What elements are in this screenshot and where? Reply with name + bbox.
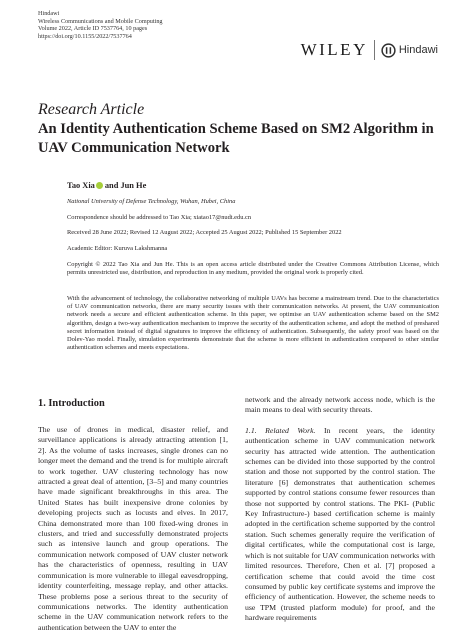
author-name-second[interactable]: and Jun He [104,181,147,190]
intro-paragraph: The use of drones in medical, disaster relief, and surveillance applications is already attracting attention [1, 2]. As the volume of tasks increases, single drones can no longer meet the demand and the trend is for multiple aircraft to work together. UAV clustering technology has now attracted a great deal of attention, [3–5] and many countries have made significant breakthroughs in this area. The United States has built inexpensive drone colonies by developing projects such as locusts and elves. In 2017, China demonstrated more than 100 fixed-wing drones in clusters, and tried and successfully demonstrated projects such as intensive launch and group operations. The communication network composed of UAV cluster network has the characteristics of openness, resulting in UAV communication is more vulnerable to illegal eavesdropping, identity counterfeiting, message replay, and other attacks. These problems pose a serious threat to the security of communications networks. The identity authentication scheme in the UAV communication network refers to the authentication between the UAV to enter the [38,425,228,632]
academic-editor: Academic Editor: Kuruva Lakshmanna [67,245,168,252]
article-dates: Received 28 June 2022; Revised 12 August 2022; Accepted 25 August 2022; Published 15 September 2022 [67,229,342,236]
related-work-text: In recent years, the identity authentication scheme in UAV communication network security has attracted wide attention. The authentication schemes can be divided into those supported by the control station and those not supported by the control station. The literature [6] demonstrates that authentication schemes supported by control stations consume fewer resources than those not supported by control stations. The PKI- (Public Key Infrastructure-) based certification scheme is mainly adopted in the certification scheme supported by the control station. Such schemes generally require the verification of digital certificates, while the computational cost is large, which is not suitable for UAV communication networks with limited resources. Therefore, Chen et al. [7] proposed a certification scheme that could avoid the time cost consumed by public key certificate systems and improve the efficiency of authentication. However, the scheme needs to use TPM (trusted platform module) for proof, and the hardware requirements [245,425,436,623]
section-heading-introduction: 1. Introduction [38,398,105,409]
author-name[interactable]: Tao Xia [67,181,95,190]
journal-title: Wireless Communications and Mobile Computing [38,17,163,25]
author-line [67,181,146,190]
article-type: Research Article [38,101,145,118]
abstract: With the advancement of technology, the collaborative networking of multiple UAVs has become a mainstream trend. Due to the characteristics of UAV communication networks, there are many security issues with their communication networks. At present, the UAV communication network needs a secure and efficient authentication scheme. In this paper, we optimise an UAV authentication scheme based on the SM2 algorithm, design a two-way authentication mechanism to improve the security of the authentication scheme, and adopt the method of preshared secret information instead of digital signatures to improve the efficiency of authentication. Subsequently, the safety proof was based on the Dolev-Yao model. Finally, simulation experiments demonstrate that the scheme is more efficient in authentication compared to other similar authentication schemes and meets expectations. [67,295,439,352]
copyright-notice: Copyright © 2022 Tao Xia and Jun He. This is an open access article distributed under the Creative Commons Attribution License, which permits unrestricted use, distribution, and reproduction in any medium, provided the original work is properly cited. [67,261,439,277]
correspondence: Correspondence should be addressed to Tao Xia; xiatao17@nudt.edu.cn [67,214,252,221]
publisher-logos [301,40,438,60]
journal-info [38,10,163,40]
related-work-paragraph [245,426,435,624]
wiley-logo: WILEY [300,40,368,59]
subsection-heading-related-work: 1.1. Related Work. [245,425,316,435]
left-column [38,425,228,633]
hindawi-wordmark: Hindawi [398,44,438,56]
affiliation: National University of Defense Technology, Wuhan, Hubei, China [67,198,236,205]
journal-doi[interactable]: https://doi.org/10.1155/2022/7537764 [38,32,132,40]
article-title: An Identity Authentication Scheme Based on SM2 Algorithm in UAV Communication Network [38,121,434,156]
intro-paragraph-continued: network and the already network access node, which is the main means to deal with security threats. [245,395,435,415]
logo-divider [374,40,375,60]
hindawi-logo [381,43,438,58]
journal-volume: Volume 2022, Article ID 7537764, 10 pages [38,25,148,33]
hindawi-emblem-icon [381,43,396,58]
right-column [245,395,435,624]
journal-name: Hindawi [38,10,60,17]
orcid-icon[interactable] [96,182,103,189]
